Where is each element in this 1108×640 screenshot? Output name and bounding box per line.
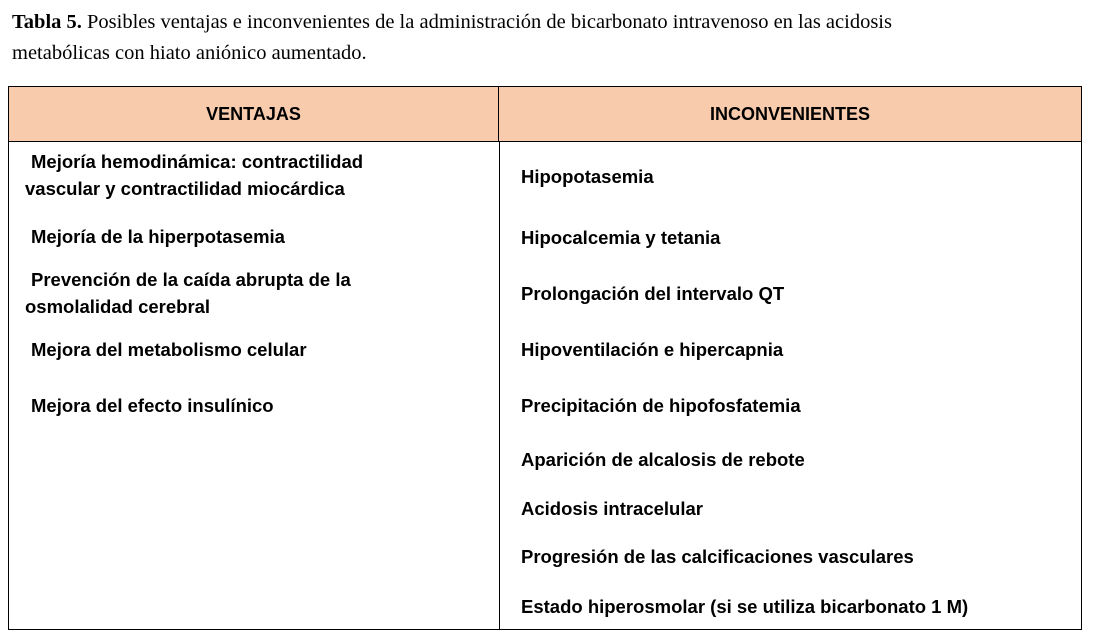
ventaja-text: Mejoría de la hiperpotasemia	[31, 226, 285, 247]
header-inconvenientes: INCONVENIENTES	[499, 87, 1081, 142]
ventaja-item	[25, 266, 351, 320]
inconveniente-item: Hipocalcemia y tetania	[521, 227, 721, 248]
inconveniente-item: Precipitación de hipofosfatemia	[521, 395, 801, 416]
inconveniente-item: Aparición de alcalosis de rebote	[521, 449, 805, 470]
inconveniente-item: Estado hiperosmolar (si se utiliza bicarbonato 1 M)	[521, 596, 969, 617]
inconveniente-item: Hipopotasemia	[521, 166, 654, 187]
caption-text-line-2: metabólicas con hiato aniónico aumentado.	[12, 42, 367, 64]
ventaja-text: Mejora del efecto insulínico	[31, 395, 274, 416]
inconveniente-item: Acidosis intracelular	[521, 498, 703, 519]
inconveniente-item: Hipoventilación e hipercapnia	[521, 339, 784, 360]
ventaja-item	[25, 148, 363, 202]
comparison-table	[8, 86, 1082, 630]
ventaja-text: Prevención de la caída abrupta de la	[31, 269, 351, 290]
ventaja-item	[25, 336, 307, 363]
header-ventajas: VENTAJAS	[9, 87, 499, 142]
ventaja-item	[25, 392, 274, 419]
ventaja-text: vascular y contractilidad miocárdica	[25, 178, 345, 199]
ventaja-text: Mejoría hemodinámica: contractilidad	[31, 151, 364, 172]
caption-text-line-1: Posibles ventajas e inconvenientes de la administración de bicarbonato intravenoso en las acidosis	[87, 11, 892, 33]
table-caption	[12, 7, 1092, 69]
inconveniente-item: Prolongación del intervalo QT	[521, 283, 785, 304]
inconveniente-item: Progresión de las calcificaciones vasculares	[521, 546, 914, 567]
ventaja-text: Mejora del metabolismo celular	[31, 339, 307, 360]
ventaja-item	[25, 223, 285, 250]
column-divider	[499, 142, 500, 629]
ventaja-text: osmolalidad cerebral	[25, 296, 211, 317]
caption-label: Tabla 5.	[12, 11, 82, 33]
